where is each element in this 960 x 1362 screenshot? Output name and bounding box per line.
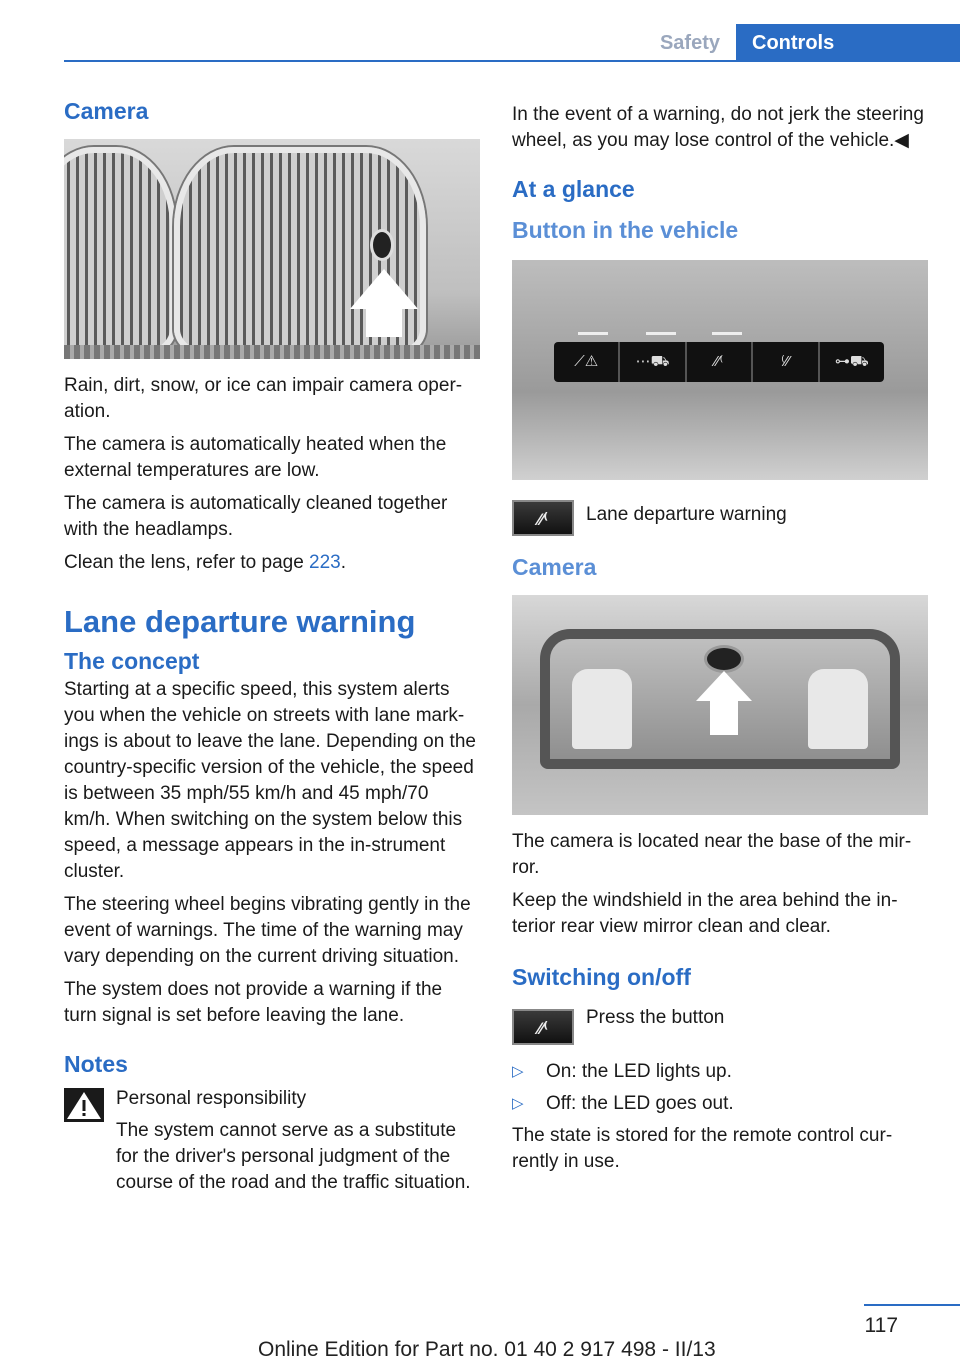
page-link[interactable]: 223: [309, 552, 341, 573]
arrow-stem: [366, 307, 402, 337]
camera-location-paragraph: The camera is located near the base of the mir‐ror.: [512, 831, 912, 878]
grille-camera-photo: [64, 139, 480, 359]
lane-departure-button-icon: ⁄⁄⁽: [512, 1009, 574, 1045]
notes-body: The system cannot serve as a substitute for the driver's personal judgment of the course of the road and the traffic situation.: [116, 1120, 471, 1193]
lane-departure-title: Lane departure warning: [64, 604, 416, 639]
left-column: [64, 98, 480, 1196]
clean-lens-paragraph: [64, 550, 480, 576]
concept-paragraph: The system does not provide a warning if the turn signal is set before leaving the lane.: [64, 979, 443, 1026]
camera-lens: [370, 229, 394, 261]
button-panel-photo: [512, 260, 928, 480]
button-heading: Button in the vehicle: [512, 217, 739, 243]
button-glyph: ⊶⛟: [834, 353, 869, 370]
led-indicator: [646, 332, 676, 335]
lane-button-label: Lane departure warning: [586, 504, 787, 525]
state-paragraph: The state is stored for the remote control cur‐rently in use.: [512, 1125, 893, 1172]
camera-heading: Camera: [64, 98, 149, 124]
warning-triangle-icon: [64, 1088, 104, 1122]
arrow-icon: [696, 671, 752, 701]
on-off-list: [512, 1059, 928, 1117]
list-item: ▷ Off: the LED goes out.: [512, 1091, 928, 1117]
lane-button-row: [512, 496, 928, 536]
right-column: [512, 102, 928, 1182]
tab-safety[interactable]: Safety: [659, 32, 720, 54]
page-number: 117: [864, 1314, 898, 1337]
camera-housing: [704, 645, 744, 673]
at-a-glance-heading: At a glance: [512, 176, 635, 202]
camera-heading-right: Camera: [512, 554, 597, 580]
bumper-strip: [64, 345, 480, 359]
button-glyph: ⁽⁄⁄: [753, 342, 819, 382]
press-button-row: [512, 1005, 928, 1045]
seat: [808, 669, 868, 749]
lane-departure-button-icon: ⁄⁄⁽: [512, 500, 574, 536]
edition-text: Online Edition for Part no. 01 40 2 917 498 - II/13: [258, 1338, 716, 1361]
warning-continuation: In the event of a warning, do not jerk the steering wheel, as you may lose control of the vehicle.◀: [512, 104, 924, 151]
concept-heading: The concept: [64, 648, 200, 674]
grille-left: [64, 147, 176, 359]
button-glyph: ⋯⛟: [620, 342, 686, 382]
press-button-label: Press the button: [586, 1007, 725, 1028]
concept-paragraph: Starting at a specific speed, this system alerts you when the vehicle on streets with lane mark‐ings is about to leave the lane. Depending on the country-specific version of the vehicle, the speed is between 35 mph/55 km/h and 45 mph/70 km/h. When switching on the system below this speed, a message appears in the in‐strument cluster.: [64, 679, 476, 882]
clean-suffix: .: [340, 552, 347, 573]
header-rule: [64, 60, 960, 62]
interior-camera-photo: [512, 595, 928, 815]
camera-paragraph: The camera is automatically cleaned together with the headlamps.: [64, 493, 448, 540]
arrow-stem: [710, 699, 738, 735]
tab-controls[interactable]: Controls: [736, 24, 960, 62]
windshield-paragraph: Keep the windshield in the area behind the in‐terior rear view mirror clean and clear.: [512, 890, 898, 937]
clean-text: Clean the lens, refer to page: [64, 552, 310, 573]
seat: [572, 669, 632, 749]
camera-paragraph: Rain, dirt, snow, or ice can impair camera oper‐ation.: [64, 375, 463, 422]
button-glyph: ⁄⁄⁽: [687, 342, 753, 382]
led-indicator: [712, 332, 742, 335]
list-item: ▷ On: the LED lights up.: [512, 1059, 928, 1085]
camera-paragraph: The camera is automatically heated when the external temperatures are low.: [64, 434, 447, 481]
footer-rule: [864, 1304, 960, 1306]
button-glyph: ⟋⚠: [554, 342, 620, 382]
led-indicator: [578, 332, 608, 335]
notes-body-first: [64, 1118, 480, 1196]
arrow-icon: [350, 269, 418, 309]
concept-paragraph: The steering wheel begins vibrating gently in the event of warnings. The time of the warning may vary depending on the current driving situation.: [64, 894, 471, 967]
notes-heading: Notes: [64, 1051, 128, 1077]
notes-title: Personal responsibility: [116, 1088, 307, 1109]
button-strip: [554, 342, 884, 382]
notes-warning: [64, 1086, 480, 1196]
switch-heading: Switching on/off: [512, 964, 691, 990]
